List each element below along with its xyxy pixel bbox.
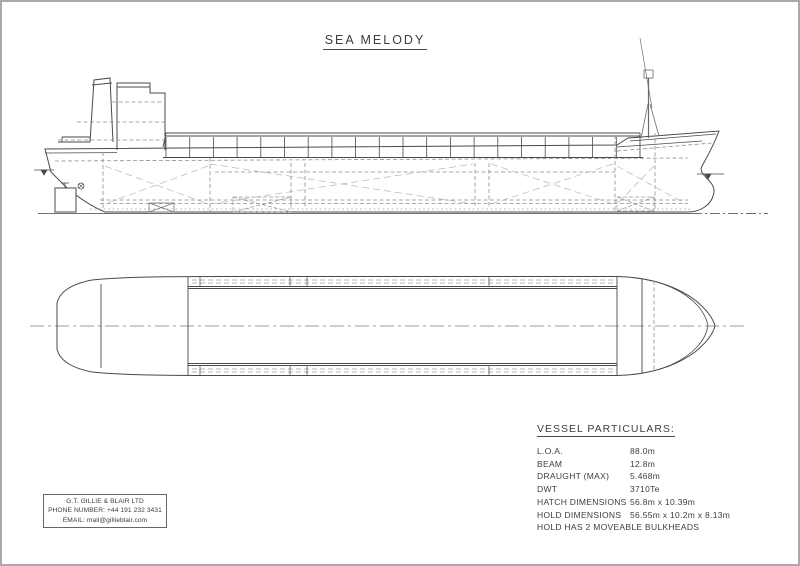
particulars-row-beam <box>537 458 779 471</box>
vessel-particulars <box>537 419 779 534</box>
particular-value: 88.0m <box>630 446 656 456</box>
hatch-opening <box>188 277 617 375</box>
particulars-note: HOLD HAS 2 MOVEABLE BULKHEADS <box>537 522 700 533</box>
particulars-row-draught <box>537 470 779 483</box>
forestay-line <box>640 38 652 108</box>
tank-top-dashed <box>100 200 688 204</box>
funnel <box>90 78 113 142</box>
contact-company: G.T. GILLIE & BLAIR LTD <box>66 497 144 505</box>
contact-phone: PHONE NUMBER: +44 191 232 3431 <box>48 507 162 515</box>
particular-value: 5.468m <box>630 471 661 482</box>
boat-deck-step <box>58 137 90 142</box>
rudder <box>55 188 76 212</box>
particulars-heading: VESSEL PARTICULARS: <box>537 423 675 435</box>
particulars-row-dwt <box>537 483 779 496</box>
mast-legs <box>641 104 659 138</box>
double-bottom-tank-box <box>233 197 291 212</box>
contact-box <box>43 494 167 528</box>
particulars-row-hold <box>537 509 779 522</box>
forecastle-deck-line <box>617 141 702 147</box>
forecastle-deck-dashed <box>617 143 712 151</box>
forecastle-bulwark-line <box>630 134 716 141</box>
particular-value: 12.8m <box>630 458 656 469</box>
particular-value: 56.55m x 10.2m x 8.13m <box>630 509 731 520</box>
tank-boxes <box>149 197 654 212</box>
particular-value: 3710Te <box>630 484 660 495</box>
particular-label: DWT <box>537 484 558 495</box>
particulars-row-loa <box>537 445 779 458</box>
particulars-row-hatch <box>537 496 779 509</box>
contact-email: EMAIL: mail@gillieblair.com <box>62 516 148 524</box>
particular-label: BEAM <box>537 458 563 469</box>
particular-value: 56.8m x 10.39m <box>630 496 696 507</box>
superstructure <box>58 78 165 150</box>
particular-label: HATCH DIMENSIONS <box>537 496 627 507</box>
sea-chest-box <box>149 203 174 212</box>
plan-view <box>30 277 745 376</box>
vessel-name: SEA MELODY <box>323 33 428 50</box>
particular-label: DRAUGHT (MAX) <box>537 471 610 482</box>
profile-view <box>34 38 768 214</box>
main-deck-dashed <box>55 158 688 161</box>
particular-label: HOLD DIMENSIONS <box>537 509 622 520</box>
foremast <box>640 38 659 138</box>
particular-label: L.O.A. <box>537 446 563 456</box>
drawing-title <box>312 31 438 50</box>
hold-cross-bracing <box>105 164 686 204</box>
